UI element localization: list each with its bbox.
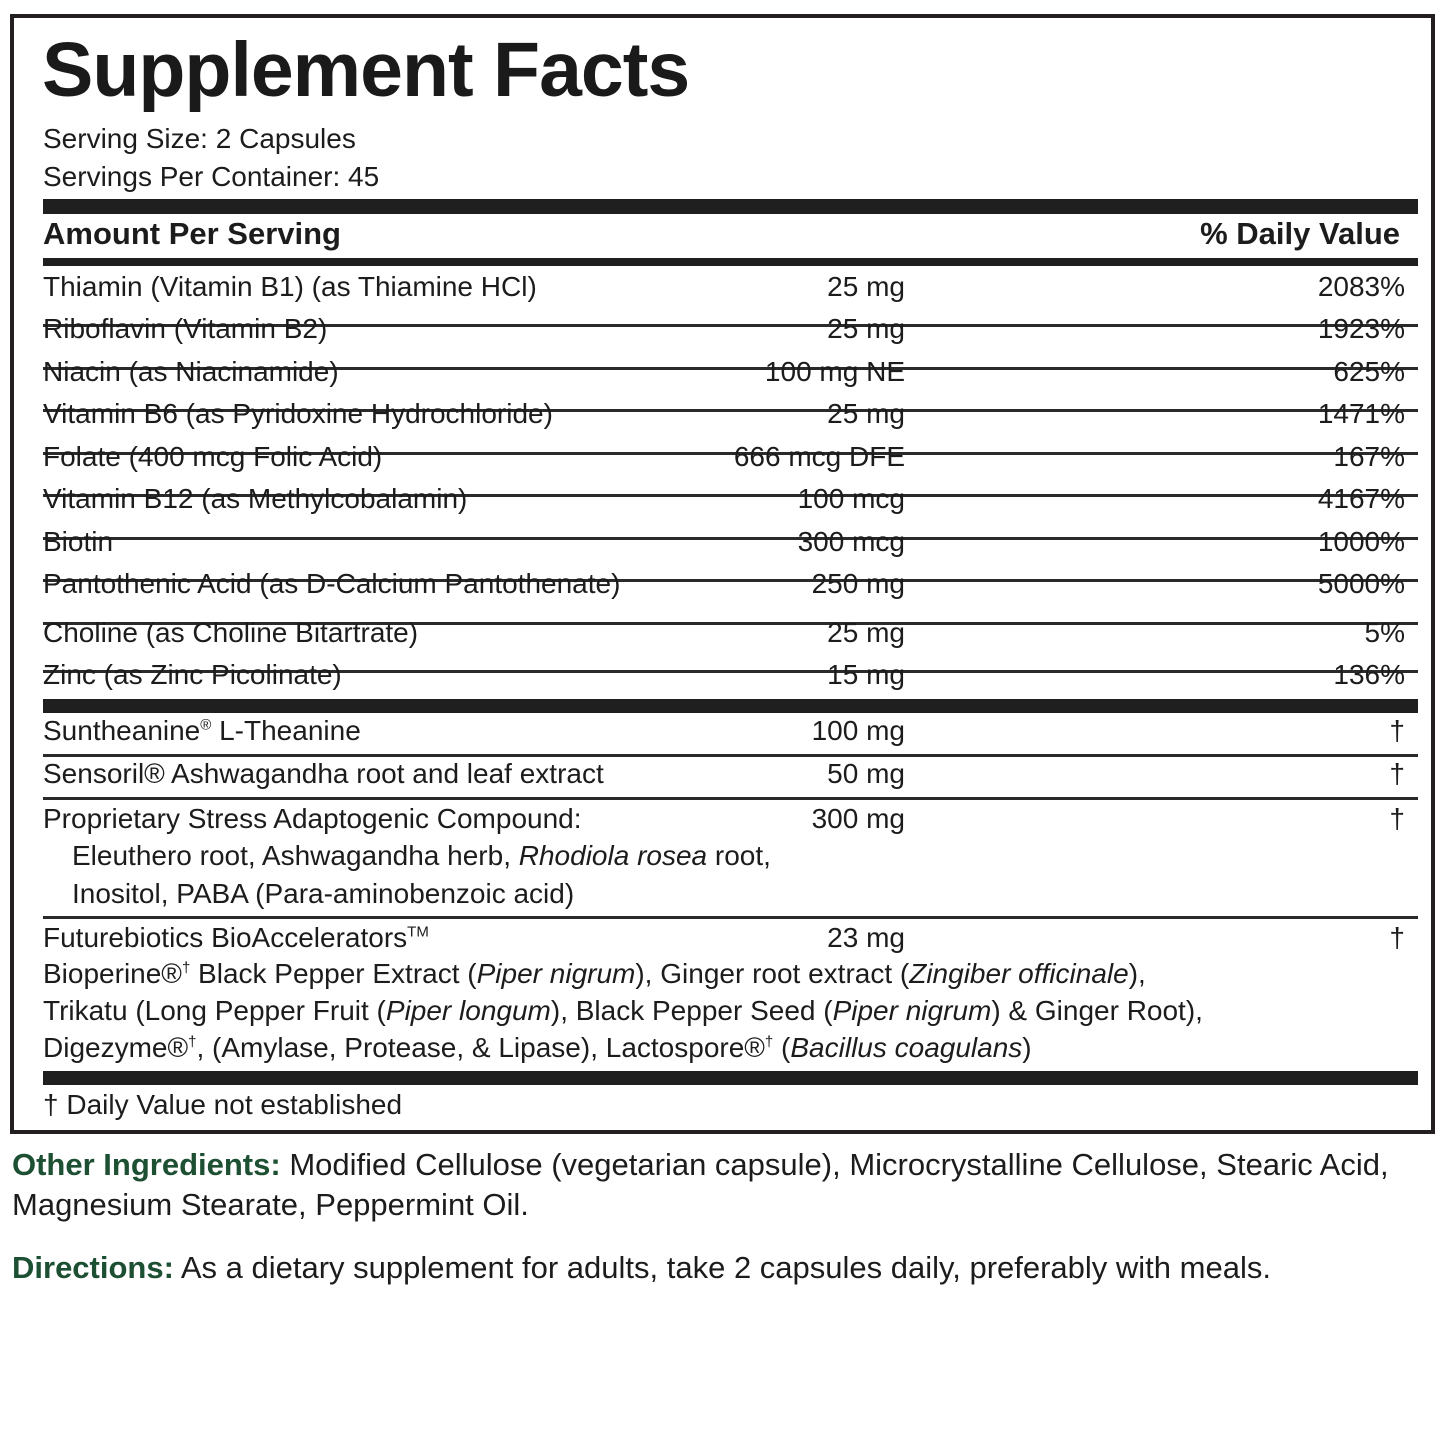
nutrient-amount: 250 mg <box>811 568 905 599</box>
ingredient-dv: † <box>1389 758 1405 789</box>
nutrient-daily-value: 1923% <box>1317 313 1405 344</box>
ingredient-amount: 100 mg <box>811 715 905 746</box>
nutrient-amount: 300 mcg <box>797 526 905 557</box>
nutrient-amount: 100 mcg <box>797 483 905 514</box>
ingredient-name: Sensoril® Ashwagandha root and leaf extract <box>43 758 604 789</box>
directions-label: Directions: <box>12 1250 174 1285</box>
medium-divider <box>43 258 1418 266</box>
nutrient-name: Biotin <box>43 526 114 557</box>
nutrient-daily-value: 5000% <box>1317 568 1405 599</box>
row-divider <box>43 797 1418 800</box>
row-divider <box>43 754 1418 757</box>
blend-components-line: Trikatu (Long Pepper Fruit (Piper longum), Black Pepper Seed (Piper nigrum) & Ginger Root), <box>43 995 1203 1026</box>
nutrient-daily-value: 5% <box>1364 617 1405 648</box>
nutrient-name: Thiamin (Vitamin B1) (as Thiamine HCl) <box>43 271 537 302</box>
other-ingredients-label: Other Ingredients: <box>12 1147 281 1182</box>
nutrient-amount: 25 mg <box>827 398 905 429</box>
blend-components-line: Digezyme®†, (Amylase, Protease, & Lipase), Lactospore®† (Bacillus coagulans) <box>43 1032 1032 1063</box>
blend-components-line: Bioperine®† Black Pepper Extract (Piper nigrum), Ginger root extract (Zingiber officinale), <box>43 958 1146 989</box>
ingredient-amount: 23 mg <box>827 922 905 953</box>
nutrient-name: Zinc (as Zinc Picolinate) <box>43 659 342 690</box>
ingredient-name: Suntheanine® L-Theanine <box>43 715 361 746</box>
directions <box>12 1248 1432 1288</box>
row-divider <box>43 916 1418 919</box>
row-divider <box>43 537 1418 540</box>
nutrient-amount: 25 mg <box>827 617 905 648</box>
nutrient-amount: 666 mcg DFE <box>733 441 905 472</box>
ingredient-dv: † <box>1389 803 1405 834</box>
nutrient-name: Riboflavin (Vitamin B2) <box>43 313 328 344</box>
thick-divider <box>43 699 1418 713</box>
ingredient-name: Futurebiotics BioAccelerators™ <box>43 922 429 953</box>
nutrient-daily-value: 625% <box>1333 356 1405 387</box>
nutrient-name: Folate (400 mcg Folic Acid) <box>43 441 383 472</box>
nutrient-name: Vitamin B6 (as Pyridoxine Hydrochloride) <box>43 398 553 429</box>
ingredient-dv: † <box>1389 715 1405 746</box>
nutrient-name: Niacin (as Niacinamide) <box>43 356 339 387</box>
ingredient-amount: 50 mg <box>827 758 905 789</box>
other-ingredients-text: Modified Cellulose (vegetarian capsule), Microcrystalline Cellulose, Stearic Acid, Magnesium Stearate, Peppermint Oil. <box>12 1147 1389 1222</box>
nutrient-daily-value: 1000% <box>1317 526 1405 557</box>
daily-value-footnote: † Daily Value not established <box>43 1089 403 1120</box>
servings-per-container: Servings Per Container: 45 <box>43 161 380 192</box>
nutrient-name: Pantothenic Acid (as D-Calcium Pantothenate) <box>43 568 621 599</box>
nutrient-amount: 25 mg <box>827 271 905 302</box>
blend-components-line: Eleuthero root, Ashwagandha herb, Rhodiola rosea root, <box>72 840 771 871</box>
thick-divider <box>43 199 1418 214</box>
ingredient-name: Proprietary Stress Adaptogenic Compound: <box>43 803 582 834</box>
nutrient-daily-value: 4167% <box>1317 483 1405 514</box>
nutrient-name: Vitamin B12 (as Methylcobalamin) <box>43 483 468 514</box>
header-amount-per-serving: Amount Per Serving <box>43 216 341 251</box>
supplement-facts-panel <box>10 14 1435 1134</box>
nutrient-amount: 100 mg NE <box>764 356 905 387</box>
nutrient-daily-value: 136% <box>1333 659 1405 690</box>
nutrient-daily-value: 167% <box>1333 441 1405 472</box>
ingredient-dv: † <box>1389 922 1405 953</box>
nutrient-amount: 15 mg <box>827 659 905 690</box>
nutrient-daily-value: 2083% <box>1317 271 1405 302</box>
blend-components-line: Inositol, PABA (Para-aminobenzoic acid) <box>72 878 575 909</box>
ingredient-amount: 300 mg <box>811 803 905 834</box>
header-daily-value: % Daily Value <box>1200 216 1400 251</box>
serving-size: Serving Size: 2 Capsules <box>43 123 356 154</box>
other-ingredients <box>12 1145 1432 1225</box>
panel-title: Supplement Facts <box>42 27 690 113</box>
nutrient-amount: 25 mg <box>827 313 905 344</box>
thick-divider <box>43 1071 1418 1085</box>
directions-text: As a dietary supplement for adults, take 2 capsules daily, preferably with meals. <box>173 1250 1271 1285</box>
nutrient-name: Choline (as Choline Bitartrate) <box>43 617 419 648</box>
nutrient-daily-value: 1471% <box>1317 398 1405 429</box>
